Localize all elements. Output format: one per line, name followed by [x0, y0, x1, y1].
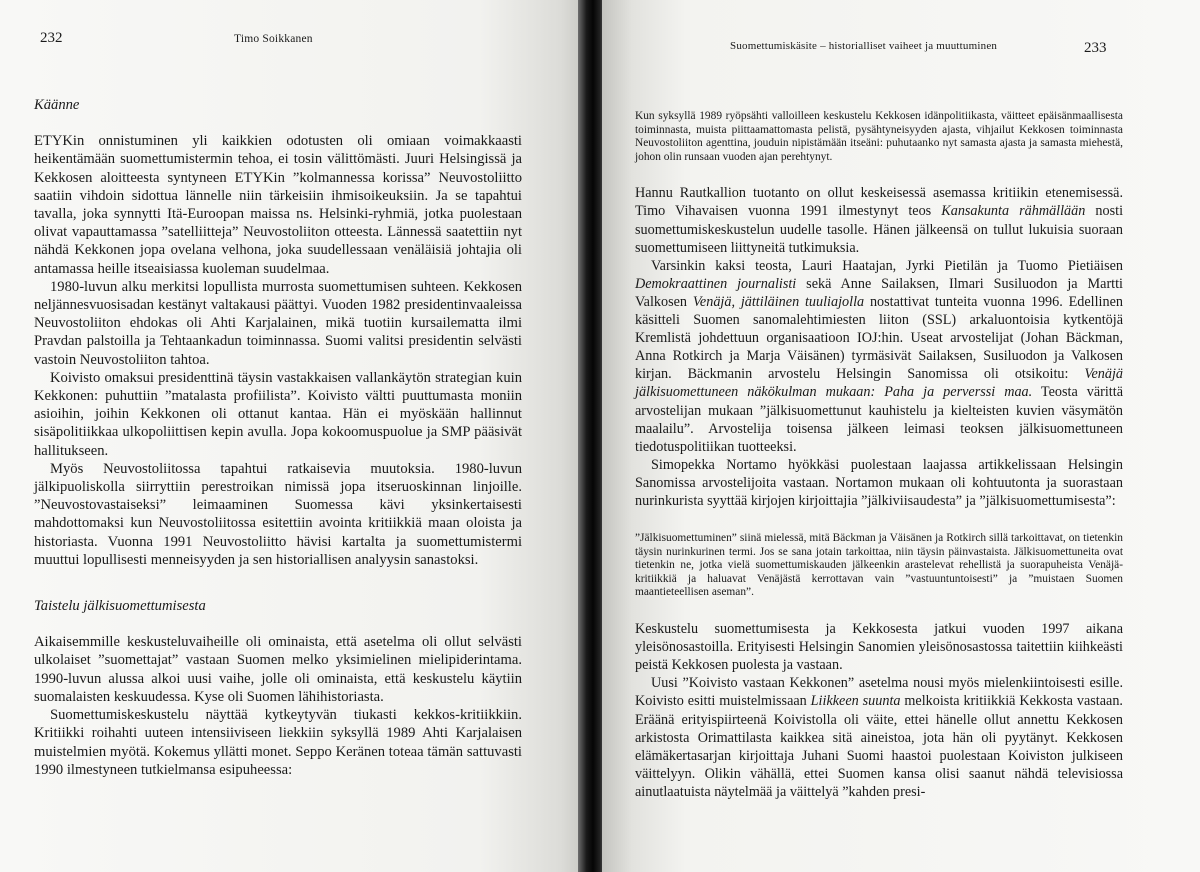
paragraph: Keskustelu suomettumisesta ja Kekkosesta jatkui vuoden 1997 aikana yleisönosastoilla. Erityisesti Helsingin Sanomien yleisönosastossa taitettiin kiihkeästi peistä Kekkosen puolesta ja vastaan.: [635, 621, 1123, 674]
block-quote: ”Jälkisuomettuminen” siinä mielessä, mitä Bäckman ja Väisänen ja Rotkirch sillä tarkoittavat, on tietenkin täysin nurinkurinen termi. Jos se sana jotain tarkoittaa, niin täysin päinvastaista. Jälkisuomettuneita ovat tietenkin ne, jotka vielä suomettumiskauden jälkeenkin arastelevat rehellistä ja suorapuheista Venäjä-kritiikkiä ja haluavat Venäjästä kerrottavan vain ”vastuuntuntoisesti” ja ”muistaen Suomen maantieteellisen aseman”.: [635, 532, 1123, 599]
section-title: Käänne: [34, 97, 80, 113]
running-head: Timo Soikkanen: [234, 33, 313, 45]
right-page-body: [635, 110, 1123, 801]
paragraph: Suomettumiskeskustelu näyttää kytkeytyvän tiukasti kekkos-kritiikkiin. Kritiikki roihahti uuteen intensiiviseen liekkiin syksyllä 1989 Ahti Karjalaisen muistelmien myötä. Kokemus yllätti monet. Seppo Keränen toteaa tämän sattuvasti 1990 ilmestyneen tutkielmansa esipuheessa:: [34, 707, 522, 778]
left-page: [0, 0, 584, 872]
paragraph: Koivisto omaksui presidenttinä täysin vastakkaisen vallankäytön strategian kuin Kekkonen: puhuttiin ”matalasta profiilista”. Koivisto vältti puuttumasta moniin asioihin, joihin Kekkonen oli ottanut kantaa. Hän ei myöskään hallinnut sisäpolitiikkaa ulkopoliittisen kepin avulla. Jopa kokoomuspuolue ja SMP pääsivät hallitukseen.: [34, 369, 522, 459]
paragraph: Simopekka Nortamo hyökkäsi puolestaan laajassa artikkelissaan Helsingin Sanomissa arvostelijoita vastaan. Nortamon mukaan oli kohtuutonta ja suorastaan nurinkurista syyttää kirjojen kirjoittajia ”jälkiviisaudesta” ja ”jälkisuomettumisesta”:: [635, 456, 1123, 509]
left-page-body: [34, 96, 522, 779]
right-page: [602, 0, 1200, 872]
section-title: Taistelu jälkisuomettumisesta: [34, 598, 206, 615]
paragraph: Aikaisemmille keskusteluvaiheille oli ominaista, että asetelma oli ollut selvästi ulkolaiset ”suomettajat” vastaan Suomen melko yksimielinen mielipiderintama. 1990-luvun alussa alkoi uusi vaihe, jolle oli ominaista, että keskustelu käytiin suomalaisten keskuudessa. Kyse oli Suomen lähihistoriasta.: [34, 634, 522, 705]
page-number: 233: [1084, 40, 1107, 56]
paragraph: Varsinkin kaksi teosta, Lauri Haatajan, Jyrki Pietilän ja Tuomo Pietiäisen Demokraattinen journalisti sekä Anne Sailaksen, Ilmari Susiluodon ja Martti Valkosen Venäjä, jättiläinen tuuliajolla nostattivat tunteita vuonna 1996. Edellinen käsitteli Suomen sanomalehtimiesten liiton (SSL) arkaluontoisia kytkentöjä Kremlistä johdettuun organisaatioon IOJ:hin. Useat arvostelijat (Johan Bäckman, Anna Rotkirch ja Marja Väisänen) tyrmäsivät Sailaksen, Susiluodon ja Valkosen kirjan. Bäckmanin arvostelu Helsingin Sanomissa oli otsikoitu: Venäjä jälkisuomettuneen näkökulman mukaan: Paha ja perverssi maa. Teosta värittä arvostelijan mukaan ”jälkisuomettunut kauhistelu ja kielteisten kuvien väsymätön maalailu”. Arvostelija toisensa jälkeen leimasi teoksen jälkisuomettuneen tiedotuspolitiikan tuotteeksi.: [635, 257, 1123, 455]
paragraph: Uusi ”Koivisto vastaan Kekkonen” asetelma nousi myös mielenkiintoisesti esille. Koivisto esitti muistelmissaan Liikkeen suunta melkoista kritiikkiä Kekkosta vastaan. Eräänä erityispiirteenä Koivistolla oli väite, ettei hänelle ollut annettu Kekkosen arkistosta Orimattilasta kaikkea sitä aineistoa, jota hän oli pyytänyt. Kekkosen elämäkertasarjan kirjoittaja Juhani Suomi haastoi puolestaan Koiviston julkiseen väittelyyn. Olikin vähällä, ettei Suomen kansa olisi saanut nähdä televisiossa ainutlaatuista näytelmää ja väittelyä ”kahden presi-: [635, 675, 1123, 800]
paragraph: Myös Neuvostoliitossa tapahtui ratkaisevia muutoksia. 1980-luvun jälkipuoliskolla siirryttiin perestroikan nimissä jopa itseruoskinnan linjoille. ”Neuvostovastaiseksi” leimaaminen Suomessa kävi yksinkertaisesti mahdottomaksi kun Neuvostoliitossa esitettiin avointa kritiikkiä maan oloista ja historiasta. Vuonna 1991 Neuvostoliitto hävisi kartalta ja suomettumistermi muuttui lopullisesti menneisyyden ja sen historiallisen analyysin sanastoksi.: [34, 460, 522, 568]
page-number: 232: [40, 30, 63, 46]
paragraph: 1980-luvun alku merkitsi lopullista murrosta suomettumisen suhteen. Kekkosen neljännesvuosisadan kestänyt valtakausi päättyi. Vuoden 1982 presidentinvaaleissa Neuvostoliiton ehdokas oli Ahti Karjalainen, mikä tuotiin kursailematta ilmi Pravdan palstoilla ja Tehtaankadun toiminnassa. Suomi valitsi presidentin selvästi vastoin Neuvostoliiton tahtoa.: [34, 278, 522, 368]
block-quote: Kun syksyllä 1989 ryöpsähti valloilleen keskustelu Kekkosen idänpolitiikasta, väitteet epäisänmaallisesta toiminnasta, muista piittaamattomasta pelistä, pysähtyneisyyden ajasta, vihjailut Kekkosen toiminnasta Neuvostoliiton agenttina, jouduin nipistämään itseäni: puhutaanko nyt samasta ajasta ja samasta miehestä, johon olin runsaan vuoden ajan perehtynyt.: [635, 110, 1123, 163]
paragraph: Hannu Rautkallion tuotanto on ollut keskeisessä asemassa kritiikin etenemisessä. Timo Vihavaisen vuonna 1991 ilmestynyt teos Kansakunta rähmällään nosti suomettumiskeskustelun uudelle tasolle. Hänen jälkeensä on tullut lukuisia suoraan suomettumiseen liittyneitä tutkimuksia.: [635, 185, 1124, 256]
running-head: Suomettumiskäsite – historialliset vaiheet ja muuttuminen: [730, 40, 998, 52]
paragraph: ETYKin onnistuminen yli kaikkien odotusten oli omiaan voimakkaasti heikentämään suomettumistermin tehoa, ei tosin välittömästi. Juuri Helsingissä ja Kekkosen aloitteesta syntyneen ETYKin ”kolmannessa korissa” Neuvostoliitto saatiin vihdoin sidottua lännelle niin tärkeisiin ihmisoikeuksiin. Ja se tapahtui tavalla, joka synnytti Itä-Euroopan maissa ns. Helsinki-ryhmiä, jotka puolestaan olivat vapauttamassa ”satelliitteja” Neuvostoliiton otteesta. Lännessä saatettiin nyt nähdä Kekkonen jopa ovelana velhona, joka suudellessaan venäläisiä johtajia oli antamassa heille itseaisiassa kuoleman suudelmaa.: [34, 133, 522, 277]
